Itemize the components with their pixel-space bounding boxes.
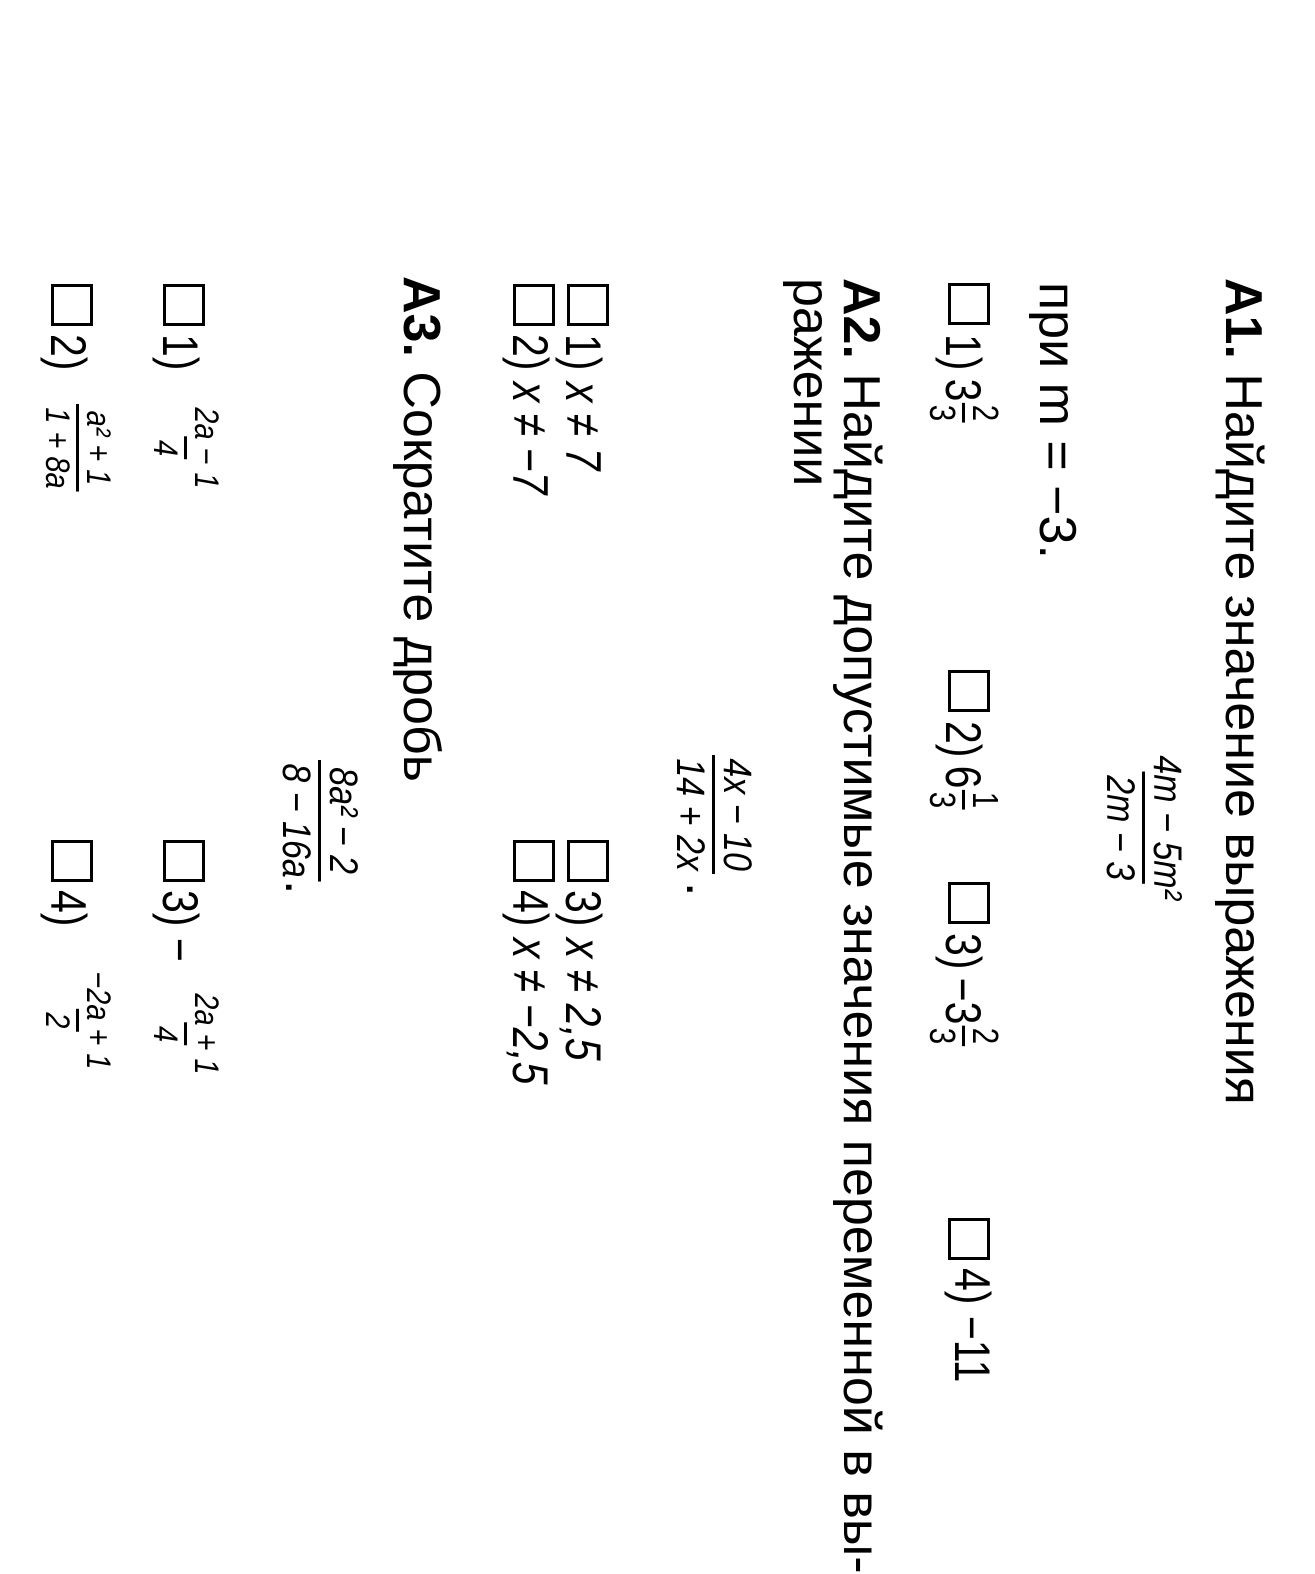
a2-fraction-denominator: 14 + 2x (670, 755, 715, 874)
a2-period: . (675, 882, 733, 897)
a3-option-4-number: 4) (40, 890, 96, 927)
a2-option-3-checkbox[interactable] (567, 840, 609, 882)
a2-option-3 (555, 890, 611, 1061)
a3-option-1-checkbox[interactable] (163, 284, 205, 326)
a1-condition: при m = −3. (1028, 282, 1086, 559)
a3-period: . (274, 880, 332, 895)
a1-option-1-checkbox[interactable] (948, 283, 990, 325)
a3-option-2-checkbox[interactable] (51, 284, 93, 326)
a1-option-2-number: 2) (935, 721, 992, 758)
a1-option-2-fraction (922, 790, 1006, 810)
a3-option-1-fraction-num: 2a − 1 (187, 407, 225, 489)
a3-option-1-number: 1) (152, 334, 208, 371)
a2-option-3-number: 3) (555, 890, 611, 927)
a1-option-1-fraction-num: 2 (965, 404, 1006, 422)
question-a1-text: Найдите значение выражения (1214, 373, 1272, 1105)
a1-option-3-number: 3) (935, 933, 992, 970)
a3-option-3-checkbox[interactable] (163, 840, 205, 882)
question-a1-label: А1. (1214, 278, 1272, 359)
a3-option-3-fraction-den: 4 (148, 1023, 187, 1046)
a1-option-4 (944, 1268, 1000, 1383)
a3-option-4-fraction (40, 968, 115, 1073)
a2-option-2 (502, 334, 558, 495)
a2-option-2-number: 2) (502, 334, 558, 371)
question-a3-label: А3. (392, 276, 450, 357)
a2-expression-fraction (670, 755, 757, 874)
a3-option-2-fraction-num: a² + 1 (79, 410, 117, 486)
question-a2-label: А2. (832, 278, 890, 359)
a2-option-4-value: x ≠ −2,5 (502, 937, 558, 1085)
a1-option-2-checkbox[interactable] (948, 670, 990, 712)
a2-fraction-numerator: 4x − 10 (715, 758, 759, 871)
a2-option-3-value: x ≠ 2,5 (555, 937, 611, 1061)
a1-option-3-checkbox[interactable] (948, 882, 990, 924)
a3-option-4-checkbox[interactable] (51, 840, 93, 882)
a1-option-2-fraction-num: 1 (965, 791, 1006, 809)
a1-expression-fraction (1100, 752, 1187, 903)
a3-option-4-fraction-den: 2 (40, 1009, 79, 1032)
a1-option-3-fraction-num: 2 (965, 1027, 1006, 1045)
a3-option-1-fraction (148, 404, 223, 492)
a1-option-3 (922, 933, 1006, 1046)
a2-option-1-checkbox[interactable] (567, 284, 609, 326)
a1-fraction-denominator: 2m − 3 (1100, 772, 1145, 884)
a1-option-3-whole: −3 (935, 977, 992, 1025)
a3-option-2-fraction (40, 404, 115, 492)
a1-option-2 (922, 721, 1006, 810)
a1-option-2-fraction-den: 3 (922, 791, 963, 809)
a2-option-1-value: x ≠ 7 (555, 381, 611, 471)
question-a2-text-line2: ражении (782, 278, 840, 487)
question-a3 (392, 276, 450, 782)
a1-option-4-checkbox[interactable] (948, 1218, 990, 1260)
a3-option-3-number: 3) (152, 890, 208, 927)
a3-option-3-fraction-num: 2a + 1 (187, 993, 225, 1075)
a1-option-4-number: 4) (944, 1268, 1000, 1305)
a3-fraction-numerator: 8a² − 2 (321, 767, 365, 874)
a3-option-3-sign: − (152, 937, 208, 962)
a1-option-1-number: 1) (935, 334, 992, 371)
question-a3-text: Сократите дробь (392, 371, 450, 782)
a1-option-3-fraction (922, 1026, 1006, 1046)
a1-fraction-numerator: 4m − 5m² (1145, 755, 1189, 900)
question-a1 (1214, 278, 1272, 1105)
question-a2-text: Найдите допустимые значения переменной в вы- (832, 373, 890, 1574)
a3-option-3-fraction (148, 990, 223, 1078)
a1-option-1-whole: 3 (935, 378, 992, 402)
a2-option-4-number: 4) (502, 890, 558, 927)
a2-option-4 (502, 890, 558, 1085)
a3-option-3-label (152, 890, 208, 962)
a2-option-2-value: x ≠ −7 (502, 381, 558, 495)
a1-option-3-fraction-den: 3 (922, 1027, 963, 1045)
a2-option-1 (555, 334, 611, 471)
a2-option-2-checkbox[interactable] (513, 284, 555, 326)
question-a2 (832, 278, 890, 1574)
a1-option-1-fraction (922, 403, 1006, 423)
a2-option-1-number: 1) (555, 334, 611, 371)
a3-option-2-number: 2) (40, 334, 96, 371)
a2-option-4-checkbox[interactable] (513, 840, 555, 882)
a1-option-2-whole: 6 (935, 765, 992, 789)
a1-option-1-fraction-den: 3 (922, 404, 963, 422)
a1-option-1 (922, 334, 1006, 423)
a1-option-4-value: −11 (944, 1315, 1000, 1383)
a3-option-2-fraction-den: 1 + 8a (40, 404, 79, 492)
a3-option-1-fraction-den: 4 (148, 437, 187, 460)
a3-expression-fraction (276, 760, 363, 881)
a3-option-4-fraction-num: −2a + 1 (79, 971, 117, 1070)
a3-fraction-denominator: 8 − 16a (276, 760, 321, 881)
